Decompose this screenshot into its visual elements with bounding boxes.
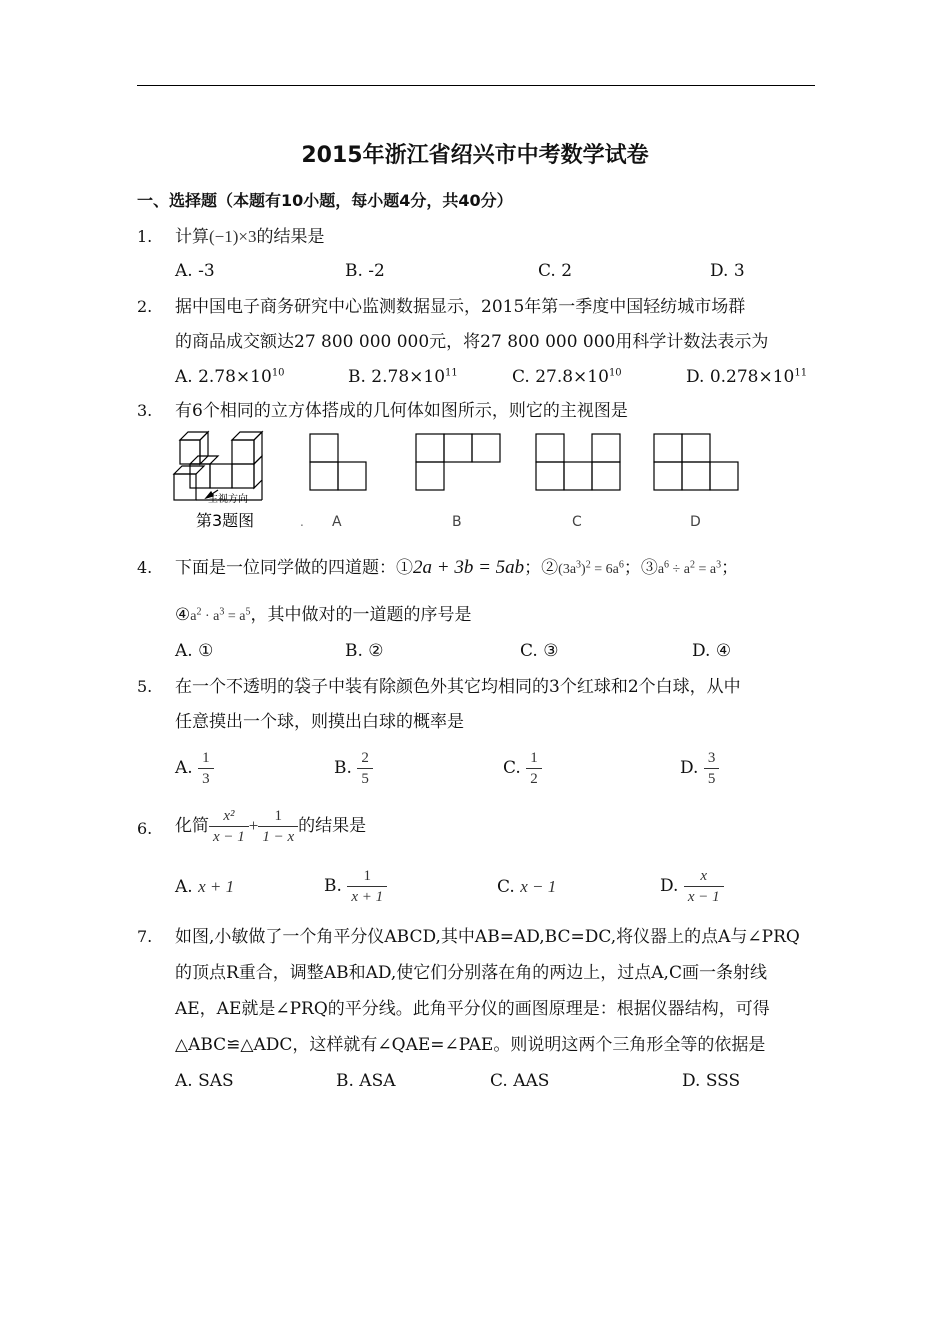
- q3-label-b: B: [452, 514, 462, 530]
- q5-option-b: B. $\frac{2}{5}$: [334, 748, 373, 789]
- q2-option-b: B. $2.78\times 10^{11}$: [348, 367, 458, 387]
- q5-stem-line2: 任意摸出一个球，则摸出白球的概率是: [175, 712, 464, 732]
- q2-option-a: A. $2.78\times 10^{10}$: [175, 367, 285, 387]
- q3-stem: 有6个相同的立方体搭成的几何体如图所示，则它的主视图是: [175, 401, 628, 421]
- q1-option-b: B. -2: [345, 261, 385, 281]
- q3-number: 3.: [137, 401, 153, 420]
- q6-fraction-2: $\frac{1}{1 - x}$: [258, 806, 298, 847]
- q3-figure-caption: 第3题图: [196, 511, 255, 530]
- q7-option-d: D. SSS: [682, 1071, 741, 1091]
- q1-number: 1.: [137, 227, 153, 246]
- q5-option-c: C. $\frac{1}{2}$: [503, 748, 542, 789]
- q3-label-d: D: [690, 514, 701, 530]
- q2-option-c: C. $27.8\times 10^{10}$: [512, 367, 622, 387]
- q6-fraction-1: $\frac{\text{x²}}{x - 1}$: [209, 806, 249, 847]
- q3-label-a: A: [332, 514, 342, 530]
- q7-stem-line4: △ABC≌△ADC，这样就有∠QAE=∠PAE。则说明这两个三角形全等的依据是: [175, 1035, 766, 1055]
- section-heading: 一、选择题（本题有10小题，每小题4分，共40分）: [137, 191, 513, 210]
- q6-option-d: D. $\frac{x}{x - 1}$: [660, 866, 724, 907]
- q7-option-c: C. AAS: [490, 1071, 550, 1091]
- q3-option-d-figure: [654, 434, 738, 490]
- q4-number: 4.: [137, 558, 153, 577]
- q2-stem-line2: 的商品成交额达27 800 000 000元，将27 800 000 000用科学计数法表示为: [175, 332, 769, 352]
- q3-label-c: C: [572, 514, 582, 530]
- q5-option-d: D. $\frac{3}{5}$: [680, 748, 719, 789]
- q4-stem-line1: 下面是一位同学做的四道题：①2a + 3b = 5ab；$②(3a^3)^2 = 6a^6$；$③a^6 \div a^2 = a^3$；: [175, 557, 739, 578]
- q3-direction-label: 主视方向: [208, 494, 248, 505]
- q6-option-c: C. x − 1: [497, 877, 557, 897]
- q3-solid-figure: [174, 432, 262, 500]
- q7-number: 7.: [137, 927, 153, 946]
- q7-option-a: A. SAS: [175, 1071, 234, 1091]
- q1-option-a: A. -3: [175, 261, 215, 281]
- q7-stem-line1: 如图,小敏做了一个角平分仪ABCD,其中AB=AD,BC=DC,将仪器上的点A与∠PRQ: [175, 927, 800, 947]
- q7-option-b: B. ASA: [336, 1071, 396, 1091]
- q4-stem-line2: $④a^2 \cdot a^3 = a^5$，其中做对的一道题的序号是: [175, 605, 472, 625]
- q4-option-b: B. ②: [345, 641, 384, 661]
- q3-dot: .: [300, 515, 304, 529]
- q2-number: 2.: [137, 297, 153, 316]
- q5-option-a: A. $\frac{1}{3}$: [175, 748, 214, 789]
- q4-option-c: C. ③: [520, 641, 559, 661]
- q6-number: 6.: [137, 819, 153, 838]
- q3-option-a-figure: [310, 434, 366, 490]
- q2-stem-line1: 据中国电子商务研究中心监测数据显示，2015年第一季度中国轻纺城市场群: [175, 297, 746, 317]
- page-title: 2015年浙江省绍兴市中考数学试卷: [301, 143, 649, 168]
- q1-expression: (−1)×3: [209, 227, 257, 246]
- q3-figures: [170, 428, 770, 536]
- q4-option-a: A. ①: [175, 641, 214, 661]
- q3-option-b-figure: [416, 434, 500, 490]
- q5-stem-line1: 在一个不透明的袋子中装有除颜色外其它均相同的3个红球和2个白球，从中: [175, 677, 741, 697]
- q7-stem-line2: 的顶点R重合，调整AB和AD,使它们分别落在角的两边上，过点A,C画一条射线: [175, 963, 767, 983]
- q1-option-c: C. 2: [538, 261, 573, 281]
- q6-option-a: A. x + 1: [175, 877, 235, 897]
- q1-stem: 计算(−1)×3的结果是: [175, 227, 325, 247]
- q4-option-d: D. ④: [692, 641, 732, 661]
- q5-number: 5.: [137, 677, 153, 696]
- q1-option-d: D. 3: [710, 261, 745, 281]
- q3-option-c-figure: [536, 434, 620, 490]
- q6-option-b: B. $\frac{1}{x + 1}$: [324, 866, 387, 907]
- q2-option-d: D. $0.278\times 10^{11}$: [686, 367, 808, 387]
- q6-stem: 化简 $\frac{\text{x²}}{x - 1}$ + $\frac{1}{1 - x}$ 的结果是: [175, 808, 367, 845]
- q7-stem-line3: AE，AE就是∠PRQ的平分线。此角平分仪的画图原理是：根据仪器结构，可得: [175, 999, 770, 1019]
- header-rule: [137, 85, 815, 86]
